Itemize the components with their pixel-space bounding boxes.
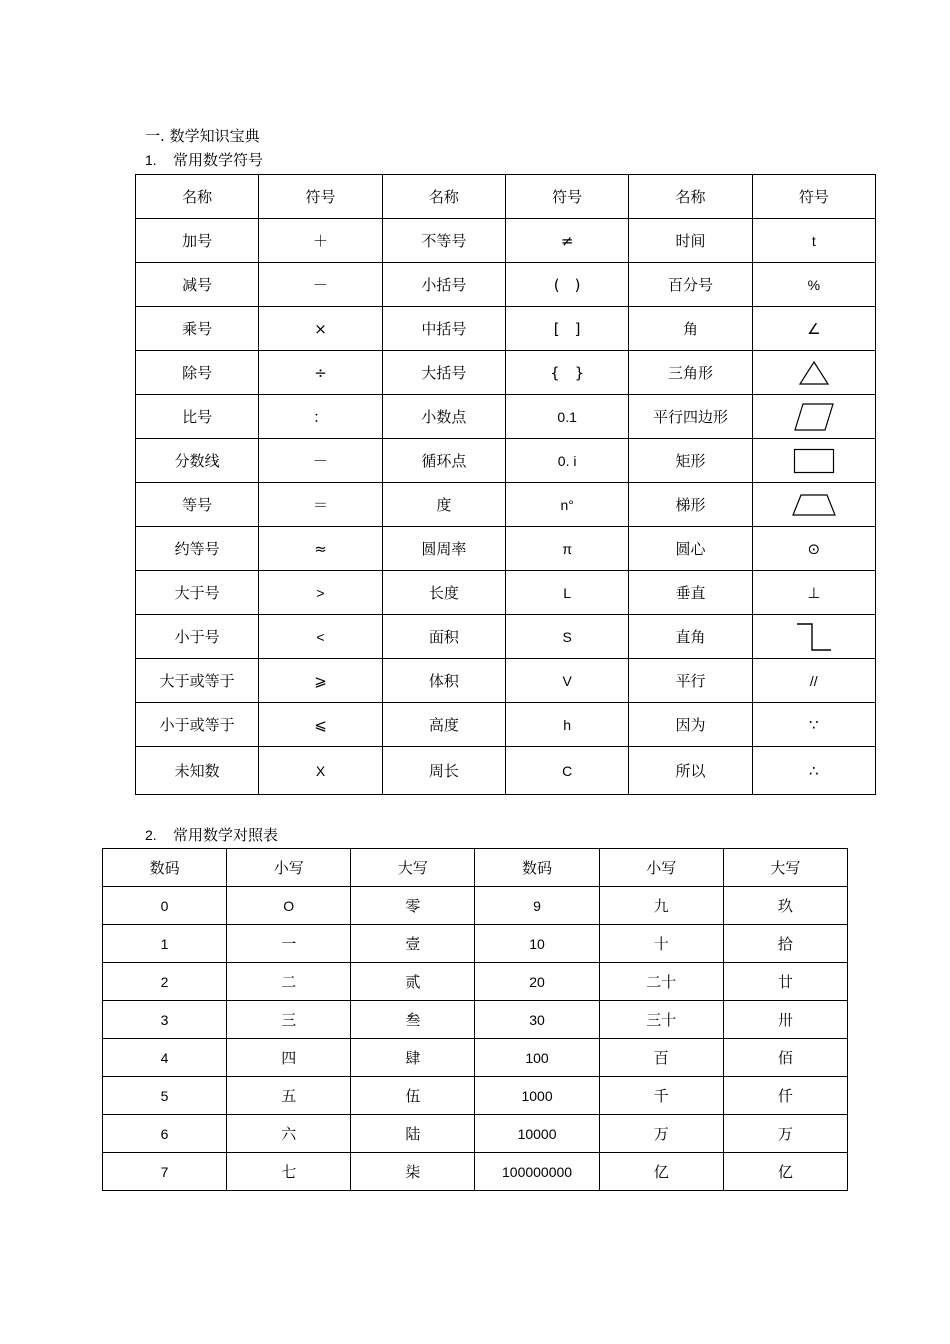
table-cell: 小于号 [136,615,259,659]
table-cell: ∴ [752,747,875,795]
table-cell: 三 [227,1001,351,1039]
table-cell: 二十 [599,963,723,1001]
symbols-heading [145,150,263,170]
table-cell: 7 [103,1153,227,1191]
table-cell: 九 [599,887,723,925]
table-cell: 廿 [723,963,847,1001]
header-cell: 数码 [475,849,599,887]
table-cell: 面积 [382,615,505,659]
table-cell: 1 [103,925,227,963]
table-cell: 陆 [351,1115,475,1153]
table-cell: 百 [599,1039,723,1077]
table-cell: ： [259,395,382,439]
table-cell: 圆心 [629,527,752,571]
table-row [136,439,876,483]
table-row [103,963,848,1001]
header-cell: 符号 [259,175,382,219]
table-cell: 七 [227,1153,351,1191]
table-cell: － [259,439,382,483]
table-cell: % [752,263,875,307]
table-row [136,747,876,795]
table-cell: 十 [599,925,723,963]
table-cell: 平行四边形 [629,395,752,439]
table-cell: ⊙ [752,527,875,571]
table-cell: ⩽ [259,703,382,747]
table-cell: ( ) [505,263,628,307]
table-header-row [103,849,848,887]
table-cell: ⊥ [752,571,875,615]
table-cell: 直角 [629,615,752,659]
table-cell: > [259,571,382,615]
table-cell: 因为 [629,703,752,747]
rectangle-icon [753,448,875,474]
table-cell: ∵ [752,703,875,747]
table-cell: 玖 [723,887,847,925]
table-cell: h [505,703,628,747]
table-cell: 不等号 [382,219,505,263]
table-cell: 时间 [629,219,752,263]
table-cell: 零 [351,887,475,925]
table-row [136,571,876,615]
triangle-icon [753,360,875,386]
table-cell: 肆 [351,1039,475,1077]
table-cell: 五 [227,1077,351,1115]
table-cell: 分数线 [136,439,259,483]
table-row [136,263,876,307]
table-cell: ≠ [505,219,628,263]
table-cell: 贰 [351,963,475,1001]
header-cell: 大写 [351,849,475,887]
table-cell: ⩾ [259,659,382,703]
table-cell: 千 [599,1077,723,1115]
table-cell: 等号 [136,483,259,527]
table-cell: 4 [103,1039,227,1077]
table-cell: 亿 [723,1153,847,1191]
header-cell: 大写 [723,849,847,887]
table-cell: 体积 [382,659,505,703]
table-cell: < [259,615,382,659]
table-cell: 百分号 [629,263,752,307]
table-cell: 二 [227,963,351,1001]
table-cell: 加号 [136,219,259,263]
header-cell: 小写 [599,849,723,887]
numbers-heading-number: 2. [145,827,157,843]
table-cell: [ ] [505,307,628,351]
numbers-heading [145,825,278,845]
table-cell: 壹 [351,925,475,963]
table-cell: 30 [475,1001,599,1039]
table-cell: ≈ [259,527,382,571]
table-cell: 小数点 [382,395,505,439]
table-cell: 大括号 [382,351,505,395]
table-cell: S [505,615,628,659]
table-header-row [136,175,876,219]
table-cell: 2 [103,963,227,1001]
header-cell: 名称 [629,175,752,219]
table-cell: 1000 [475,1077,599,1115]
header-cell: 名称 [382,175,505,219]
table-row [136,307,876,351]
table-row [136,659,876,703]
table-cell: × [259,307,382,351]
header-cell: 小写 [227,849,351,887]
table-cell: 周长 [382,747,505,795]
table-cell: 三角形 [629,351,752,395]
table-row [136,351,876,395]
table-cell: 20 [475,963,599,1001]
table-cell: 高度 [382,703,505,747]
table-cell: 梯形 [629,483,752,527]
table-row [103,1153,848,1191]
table-cell: 10000 [475,1115,599,1153]
table-cell: C [505,747,628,795]
table-cell [752,395,875,439]
table-cell: 角 [629,307,752,351]
header-cell: 名称 [136,175,259,219]
table-cell [752,615,875,659]
table-cell: 伍 [351,1077,475,1115]
table-cell: 10 [475,925,599,963]
table-cell: 万 [599,1115,723,1153]
table-cell [752,483,875,527]
table-cell: 0.1 [505,395,628,439]
table-cell: ＝ [259,483,382,527]
table-cell: 比号 [136,395,259,439]
symbols-heading-title: 常用数学符号 [173,151,264,169]
table-row [136,703,876,747]
section-title: 数学知识宝典 [169,127,260,145]
number-comparison-table [102,848,848,1191]
right-angle-icon [753,622,875,652]
table-cell: 100000000 [475,1153,599,1191]
section-heading [145,126,260,146]
table-cell: V [505,659,628,703]
table-cell [752,439,875,483]
table-cell: 5 [103,1077,227,1115]
table-cell: // [752,659,875,703]
table-row [103,1001,848,1039]
table-cell: 循环点 [382,439,505,483]
table-cell: 矩形 [629,439,752,483]
symbols-heading-number: 1. [145,152,157,168]
table-cell: 一 [227,925,351,963]
table-cell: 减号 [136,263,259,307]
table-cell: 三十 [599,1001,723,1039]
table-cell: ÷ [259,351,382,395]
table-row [103,1077,848,1115]
table-cell: 所以 [629,747,752,795]
table-cell: 亿 [599,1153,723,1191]
table-cell: 3 [103,1001,227,1039]
table-row [136,527,876,571]
table-row [103,925,848,963]
table-cell: 中括号 [382,307,505,351]
table-cell: 100 [475,1039,599,1077]
table-cell: L [505,571,628,615]
table-cell: 大于或等于 [136,659,259,703]
table-row [103,1115,848,1153]
table-cell: O [227,887,351,925]
table-cell: 0. i [505,439,628,483]
math-symbols-table [135,174,876,795]
header-cell: 符号 [752,175,875,219]
parallelogram-icon [753,402,875,432]
table-cell: 六 [227,1115,351,1153]
table-cell: 柒 [351,1153,475,1191]
table-cell: 除号 [136,351,259,395]
table-cell: 仟 [723,1077,847,1115]
table-cell: ∠ [752,307,875,351]
table-cell: 0 [103,887,227,925]
table-cell: 卅 [723,1001,847,1039]
table-cell: 约等号 [136,527,259,571]
table-cell: 6 [103,1115,227,1153]
table-cell: 小于或等于 [136,703,259,747]
table-cell: X [259,747,382,795]
table-cell: － [259,263,382,307]
table-cell: 小括号 [382,263,505,307]
table-cell: 度 [382,483,505,527]
table-cell: 平行 [629,659,752,703]
table-cell: t [752,219,875,263]
table-row [136,483,876,527]
table-cell: 垂直 [629,571,752,615]
table-cell: 叁 [351,1001,475,1039]
header-cell: 符号 [505,175,628,219]
table-cell: { } [505,351,628,395]
numbers-heading-title: 常用数学对照表 [173,826,279,844]
section-marker: 一. [145,127,165,145]
header-cell: 数码 [103,849,227,887]
table-cell: 佰 [723,1039,847,1077]
table-cell: 万 [723,1115,847,1153]
table-cell: 未知数 [136,747,259,795]
table-cell: 大于号 [136,571,259,615]
table-cell: 乘号 [136,307,259,351]
table-cell: 9 [475,887,599,925]
table-cell: 长度 [382,571,505,615]
table-row [136,219,876,263]
table-row [103,1039,848,1077]
table-cell: π [505,527,628,571]
trapezoid-icon [753,493,875,517]
table-row [103,887,848,925]
table-cell: 四 [227,1039,351,1077]
table-cell: n° [505,483,628,527]
table-cell: 圆周率 [382,527,505,571]
table-row [136,395,876,439]
table-cell: ＋ [259,219,382,263]
table-row [136,615,876,659]
table-cell: 拾 [723,925,847,963]
table-cell [752,351,875,395]
